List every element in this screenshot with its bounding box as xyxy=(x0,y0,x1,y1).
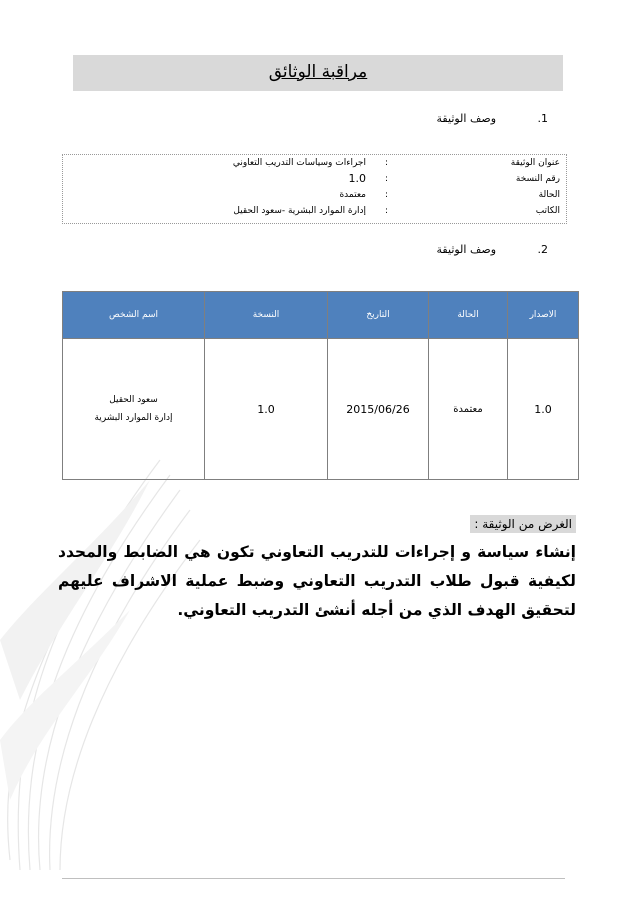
page-title-bar xyxy=(73,55,563,91)
section-1-title: وصف الوثيقة xyxy=(436,112,496,125)
info-colon: : xyxy=(384,174,388,184)
info-colon: : xyxy=(384,206,388,216)
info-label: رقم النسخة xyxy=(515,174,560,184)
section-2-heading xyxy=(437,243,548,256)
info-value: معتمدة xyxy=(339,190,366,200)
info-row-status xyxy=(63,187,566,203)
cell-status: معتمدة xyxy=(429,339,508,480)
header-date: التاريخ xyxy=(328,292,429,339)
purpose-heading xyxy=(56,517,576,531)
versions-table xyxy=(62,291,579,480)
person-name: سعود الحقيل xyxy=(109,395,158,405)
footer-divider xyxy=(62,878,565,879)
purpose-paragraph: إنشاء سياسة و إجراءات للتدريب التعاوني تكون هي الضابط والمحدد لكيفية قبول طلاب التدريب التعاوني وضبط عملية الاشراف عليهم لتحقيق الهدف الذي من أجله أنشئ التدريب التعاوني. xyxy=(58,543,576,619)
person-department: إدارة الموارد البشرية xyxy=(94,413,173,423)
info-row-title xyxy=(63,155,566,171)
info-label: عنوان الوثيقة xyxy=(510,158,560,168)
info-value: اجراءات وسياسات التدريب التعاوني xyxy=(232,158,366,168)
header-status: الحالة xyxy=(429,292,508,339)
header-release: الاصدار xyxy=(508,292,579,339)
decorative-wave-graphic xyxy=(0,440,210,880)
section-2-number: 2. xyxy=(537,243,548,256)
page-title: مراقبة الوثائق xyxy=(268,62,368,82)
info-value: 1.0 xyxy=(348,172,366,185)
cell-person xyxy=(63,339,205,480)
header-version: النسخة xyxy=(205,292,328,339)
header-person: اسم الشخص xyxy=(63,292,205,339)
purpose-label: الغرض من الوثيقة : xyxy=(470,515,576,533)
section-2-title: وصف الوثيقة xyxy=(436,243,496,256)
table-row xyxy=(63,339,579,480)
info-row-author xyxy=(63,203,566,219)
cell-release: 1.0 xyxy=(508,339,579,480)
info-colon: : xyxy=(384,190,388,200)
info-label: الكاتب xyxy=(535,206,560,216)
info-row-version xyxy=(63,171,566,187)
section-1-heading xyxy=(437,112,548,125)
info-label: الحالة xyxy=(538,190,560,200)
info-colon: : xyxy=(384,158,388,168)
table-header-row xyxy=(63,292,579,339)
section-1-number: 1. xyxy=(537,112,548,125)
info-value: إدارة الموارد البشرية -سعود الحقيل xyxy=(233,206,366,216)
cell-version: 1.0 xyxy=(205,339,328,480)
cell-date: 2015/06/26 xyxy=(328,339,429,480)
document-info-box xyxy=(62,154,567,224)
